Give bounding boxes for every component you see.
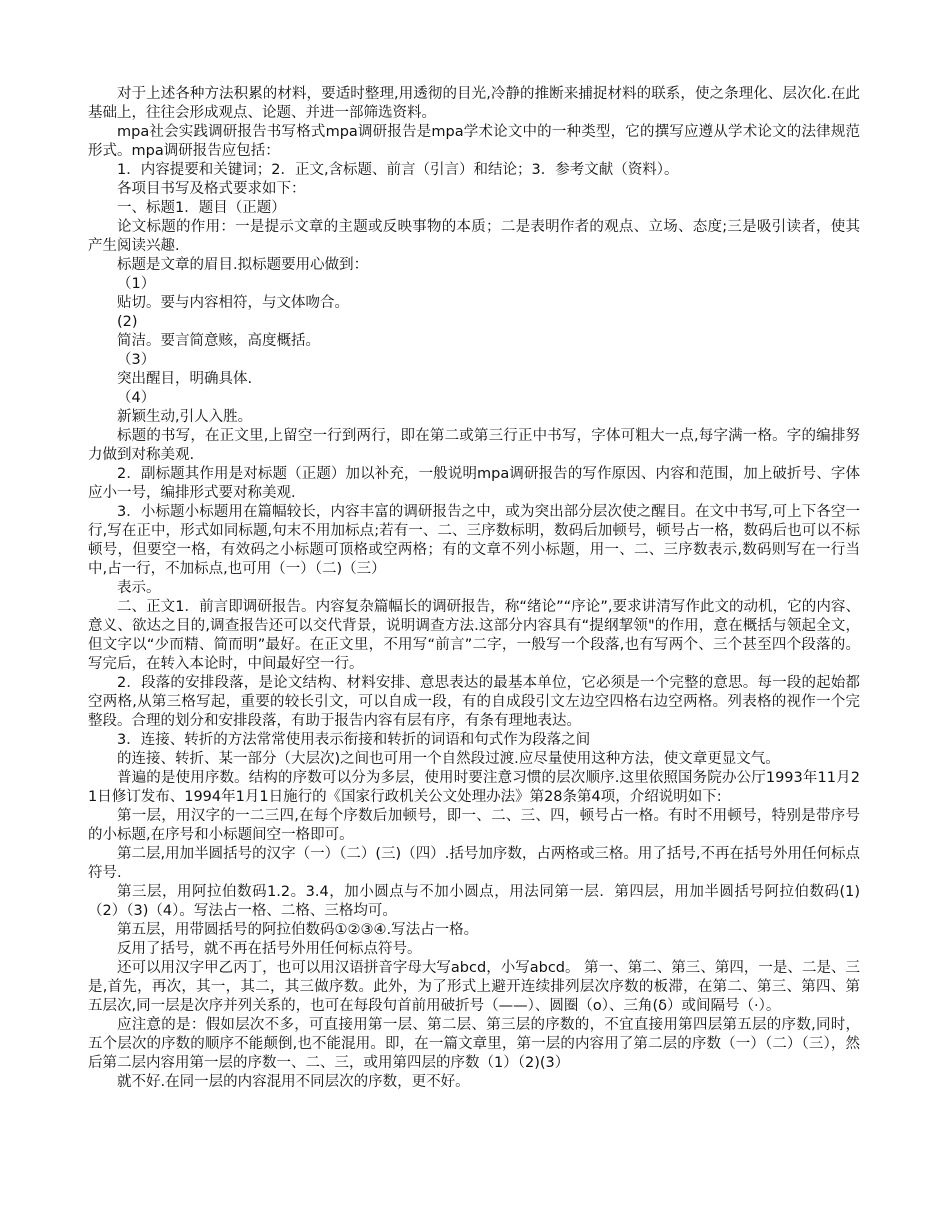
paragraph: 突出醒目，明确具体.: [117, 371, 253, 387]
paragraph: 3．连接、转折的方法常常使用表示衔接和转折的词语和句式作为段落之间: [117, 732, 591, 748]
paragraph: 反用了括号，就不再在括号外用任何标点符号。: [117, 941, 422, 957]
paragraph: 第三层，用阿拉伯数码1.2。3.4，加小圆点与不加小圆点，用法同第一层．第四层，用加半圆括号阿拉伯数码(1)（2）（3)（4）。写法占一格、二格、三格均可。: [88, 884, 860, 919]
paragraph: 第五层，用带圆括号的阿拉伯数码①②③④.写法占一格。: [117, 922, 479, 938]
paragraph: 各项目书写及格式要求如下：: [117, 181, 306, 197]
paragraph: 标题的书写，在正文里,上留空一行到两行，即在第二或第三行正中书写，字体可粗大一点,每字满一格。字的编排努力做到对称美观.: [88, 428, 860, 463]
paragraph: 第一层，用汉字的一二三四,在每个序数后加顿号，即一、二、三、四，顿号占一格。有时不用顿号，特别是带序号的小标题,在序号和小标题间空一格即可。: [88, 808, 860, 843]
paragraph: 应注意的是：假如层次不多，可直接用第一层、第二层、第三层的序数的，不宜直接用第四层第五层的序数,同时，五个层次的序数的顺序不能颠倒,也不能混用。即，在一篇文章里，第一层的内容用了第二层的序数（一）（二）（三），然后第二层内容用第一层的序数一、二、三，或用第四层的序数（1）（2)(3）: [88, 1017, 860, 1071]
paragraph: 标题是文章的眉目.拟标题要用心做到：: [117, 257, 369, 273]
paragraph: 3．小标题小标题用在篇幅较长，内容丰富的调研报告之中，或为突出部分层次使之醒目。在文中书写,可上下各空一行,写在正中，形式如同标题,句末不用加标点;若有一、二、三序数标明，数码后加顿号，顿号占一格，数码后也可以不标顿号，但要空一格，有效码之小标题可顶格或空两格；有的文章不列小标题，用一、二、三序数表示,数码则写在一行当中,占一行，不加标点,也可用（一）（二)（三）: [88, 504, 860, 577]
paragraph: 贴切。要与内容相符，与文体吻合。: [117, 295, 349, 311]
paragraph: 1．内容提要和关键词；2．正文,含标题、前言（引言）和结论；3．参考文献（资料）。: [117, 162, 679, 178]
paragraph: 简洁。要言简意赅，高度概括。: [117, 333, 320, 349]
paragraph: 2．副标题其作用是对标题（正题）加以补充，一般说明mpa调研报告的写作原因、内容和范围，加上破折号、字体应小一号，编排形式要对称美观.: [88, 466, 860, 501]
paragraph: （4）: [117, 390, 156, 406]
paragraph: 一、标题1．题目（正题）: [117, 200, 286, 216]
paragraph: (2): [117, 314, 138, 330]
paragraph: mpa社会实践调研报告书写格式mpa调研报告是mpa学术论文中的一种类型，它的撰写应遵从学术论文的法律规范形式。mpa调研报告应包括：: [88, 124, 860, 159]
paragraph: 论文标题的作用：一是提示文章的主题或反映事物的本质；二是表明作者的观点、立场、态度;三是吸引读者，使其产生阅读兴趣.: [88, 219, 860, 254]
paragraph: 还可以用汉字甲乙丙丁，也可以用汉语拼音字母大写abcd，小写abcd。 第一、第二、第三、第四，一是、二是、三是,首先，再次，其一，其二，其三做序数。此外，为了形式上避开连续排列层次序数的板滞，在第二、第三、第四、第五层次,同一层是次序并列关系的，也可在每段句首前用破折号（——）、圆圈（o）、三角(δ）或间隔号（·）。: [88, 960, 860, 1014]
paragraph: 表示。: [117, 580, 161, 596]
paragraph: 的连接、转折、某一部分（大层次)之间也可用一个自然段过渡.应尽量使用这种方法，使文章更显文气。: [117, 751, 780, 767]
paragraph: 第二层,用加半圆括号的汉字（一）（二）(三)（四）.括号加序数，占两格或三格。用了括号,不再在括号外用任何标点符号.: [88, 846, 860, 881]
paragraph: （1）: [117, 276, 156, 292]
paragraph: 二、正文1．前言即调研报告。内容复杂篇幅长的调研报告，称“绪论”“序论”,要求讲清写作此文的动机，它的内容、意义、欲达之目的,调查报告还可以交代背景，说明调查方法.这部分内容具有“提纲挈领"的作用，意在概括与领起全文，但文字以“少而精、简而明”最好。在正文里，不用写“前言”二字，一般写一个段落,也有写两个、三个甚至四个段落的。写完后，在转入本论时，中间最好空一行。: [88, 599, 860, 672]
paragraph: 2．段落的安排段落，是论文结构、材料安排、意思表达的最基本单位，它必须是一个完整的意思。每一段的起始都空两格,从第三格写起，重要的较长引文，可以自成一段，有的自成段引文左边空四格右边空两格。列表格的视作一个完整段。合理的划分和安排段落，有助于报告内容有层有序，有条有理地表达。: [88, 675, 860, 729]
paragraph: 对于上述各种方法积累的材料，要适时整理,用透彻的目光,冷静的推断来捕捉材料的联系，使之条理化、层次化.在此基础上，往往会形成观点、论题、并进一部筛选资料。: [88, 86, 860, 121]
document-body: [88, 85, 860, 1092]
paragraph: 就不好.在同一层的内容混用不同层次的序数，更不好。: [117, 1074, 470, 1090]
paragraph: （3）: [117, 352, 156, 368]
paragraph: 新颖生动,引人入胜。: [117, 409, 253, 425]
paragraph: 普遍的是使用序数。结构的序数可以分为多层，使用时要注意习惯的层次顺序.这里依照国务院办公厅1993年11月21日修订发布、1994年1月1日施行的《国家行政机关公文处理办法》第28条第4项，介绍说明如下:: [88, 770, 860, 805]
